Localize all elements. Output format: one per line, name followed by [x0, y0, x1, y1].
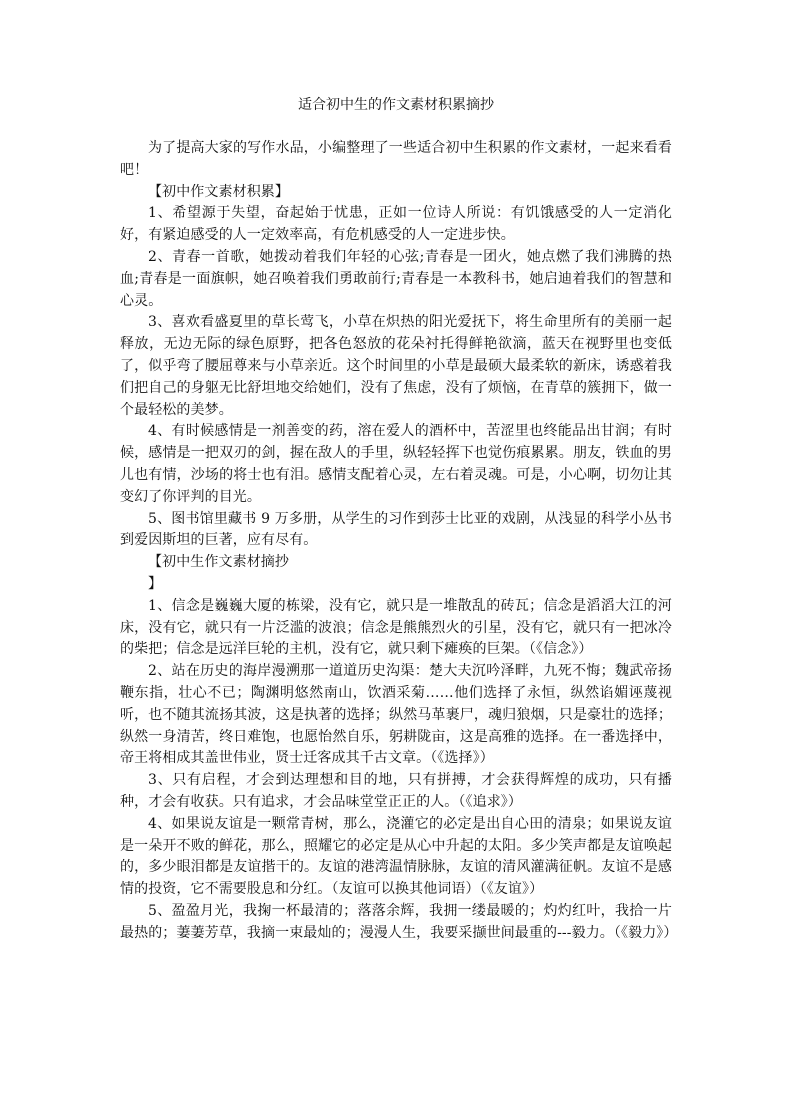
- paragraph: 5、图书馆里藏书 9 万多册，从学生的习作到莎士比亚的戏剧，从浅显的科学小丛书到爱因斯坦的巨著，应有尽有。: [120, 510, 672, 549]
- paragraph: 3、只有启程，才会到达理想和目的地，只有拼搏，才会获得辉煌的成功，只有播种，才会有收获。只有追求，才会品味堂堂正正的人。（《追求》）: [120, 772, 672, 810]
- paragraph: 2、站在历史的海岸漫溯那一道道历史沟渠：楚大夫沉吟泽畔，九死不悔；魏武帝扬鞭东指，壮心不已；陶渊明悠然南山，饮酒采菊……他们选择了永恒，纵然谄媚诬蔑视听，也不随其流扬其波，这是执著的选择；纵然马革裹尸，魂归狼烟，只是豪壮的选择；纵然一身清苦，终日难饱，也愿怡然自乐，躬耕陇亩，这是高雅的选择。在一番选择中，帝王将相成其盖世伟业，贤士迁客成其千古文章。（《选择》）: [120, 663, 672, 767]
- article-body: [120, 138, 678, 944]
- paragraph: 2、青春一首歌，她拨动着我们年轻的心弦;青春是一团火，她点燃了我们沸腾的热血;青春是一面旗帜，她召唤着我们勇敢前行;青春是一本教科书，她启迪着我们的智慧和心灵。: [120, 248, 672, 309]
- page-title: 适合初中生的作文素材积累摘抄: [298, 97, 494, 113]
- paragraph: 1、希望源于失望，奋起始于忧患，正如一位诗人所说：有饥饿感受的人一定消化好，有紧迫感受的人一定效率高，有危机感受的人一定进步快。: [120, 205, 672, 244]
- section-heading-accumulation: 【初中作文素材积累】: [148, 183, 289, 200]
- paragraph: 3、喜欢看盛夏里的草长莺飞，小草在炽热的阳光爱抚下，将生命里所有的美丽一起释放，无边无际的绿色原野，把各色怒放的花朵衬托得鲜艳欲滴，蓝天在视野里也变低了，似乎弯了腰屈尊来与小草亲近。这个时间里的小草是最硕大最柔软的新床，诱惑着我们把自己的身躯无比舒坦地交给她们，没有了焦虑，没有了烦恼，在青草的簇拥下，做一个最轻松的美梦。: [120, 314, 672, 418]
- paragraph: 1、信念是巍巍大厦的栋梁，没有它，就只是一堆散乱的砖瓦；信念是滔滔大江的河床，没有它，就只有一片泛滥的波浪；信念是熊熊烈火的引星，没有它，就只有一把冰冷的柴把；信念是远洋巨轮的主机，没有它，就只剩下瘫痪的巨架。（《信念》）: [120, 597, 672, 658]
- paragraph: 5、盈盈月光，我掬一杯最清的；落落余辉，我拥一缕最暖的；灼灼红叶，我拾一片最热的；萋萋芳草，我摘一束最灿的；漫漫人生，我要采撷世间最重的---毅力。（《毅力》）: [120, 902, 678, 941]
- paragraph: 4、有时候感情是一剂善变的药，溶在爱人的酒杯中，苦涩里也终能品出甘润；有时候，感情是一把双刃的剑，握在敌人的手里，纵轻轻挥下也觉伤痕累累。朋友，铁血的男儿也有情，沙场的将士也有泪。感情支配着心灵，左右着灵魂。可是，小心啊，切勿让其变幻了你评判的目光。: [120, 423, 672, 505]
- paragraph: 4、如果说友谊是一颗常青树，那么，浇灌它的必定是出自心田的清泉；如果说友谊是一朵开不败的鲜花，那么，照耀它的必定是从心中升起的太阳。多少笑声都是友谊唤起的，多少眼泪都是友谊揩干的。友谊的港湾温情脉脉，友谊的清风灌满征帆。友谊不是感情的投资，它不需要股息和分红。（友谊可以换其他词语）（《友谊》）: [120, 815, 672, 898]
- section-heading-excerpts: 【初中生作文素材摘抄: [148, 554, 289, 571]
- intro-paragraph: 为了提高大家的写作水品，小编整理了一些适合初中生积累的作文素材，一起来看看吧！: [120, 140, 672, 178]
- section-heading-excerpts-close: 】: [148, 575, 163, 592]
